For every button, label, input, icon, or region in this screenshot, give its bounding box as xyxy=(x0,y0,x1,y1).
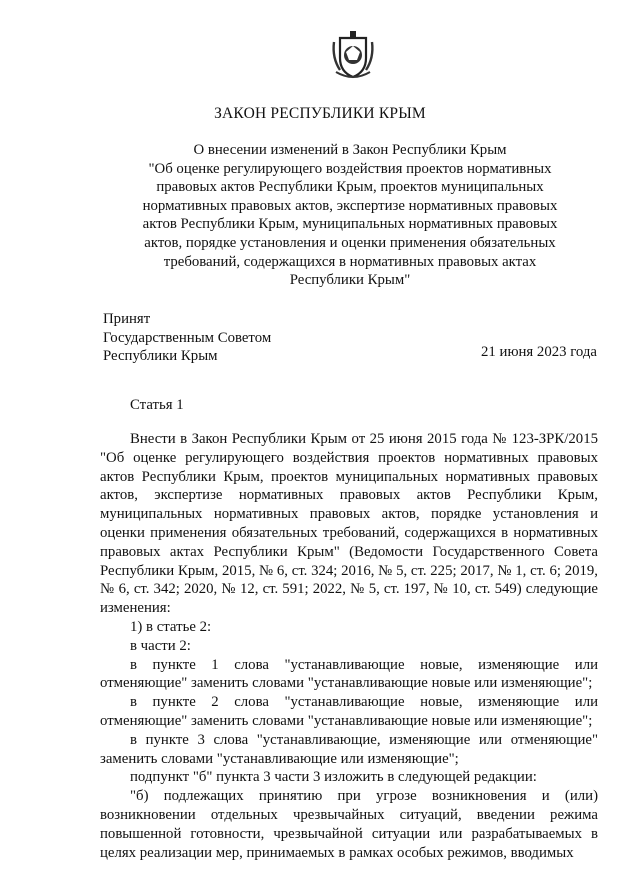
article-heading: Статья 1 xyxy=(130,397,184,413)
article-paragraph: 1) в статье 2: xyxy=(130,618,212,635)
subtitle-line: актов Республики Крым, муниципальных нормативных правовых xyxy=(142,216,558,233)
adopted-by-region: Республики Крым xyxy=(103,348,218,365)
law-subtitle xyxy=(120,141,580,290)
adoption-date: 21 июня 2023 года xyxy=(481,344,597,360)
adopted-by: Государственным Советом xyxy=(103,329,272,346)
adoption-block xyxy=(103,310,271,366)
subtitle-line: нормативных правовых актов, экспертизе нормативных правовых xyxy=(142,197,558,214)
article-paragraph: "б) подлежащих принятию при угрозе возникновения и (или) возникновении отдельных чрезвычайных ситуаций, введении режима повышенной готовности, чрезвычайной ситуации или разрабатываемых в целях реализации мер, принимаемых в рамках особых режимов, вводимых xyxy=(100,788,598,861)
law-title: ЗАКОН РЕСПУБЛИКИ КРЫМ xyxy=(214,105,426,122)
subtitle-line: правовых актов Республики Крым, проектов муниципальных xyxy=(156,179,544,196)
subtitle-line: требований, содержащихся в нормативных правовых актах xyxy=(163,253,537,270)
adopted-label: Принят xyxy=(103,311,151,327)
subtitle-line: О внесении изменений в Закон Республики Крым xyxy=(193,142,507,158)
article-paragraph: в пункте 2 слова "устанавливающие новые, изменяющие или отменяющие" заменить словами "устанавливающие новые или изменяющие"; xyxy=(100,694,598,729)
subtitle-line: актов, порядке установления и оценки применения обязательных xyxy=(144,234,556,251)
article-paragraph: в пункте 3 слова "устанавливающие, изменяющие или отменяющие" заменить словами "устанавливающие или изменяющие"; xyxy=(100,731,598,767)
article-paragraph: подпункт "б" пункта 3 части 3 изложить в следующей редакции: xyxy=(130,769,537,786)
coat-of-arms-icon xyxy=(330,28,376,80)
article-paragraph: Внести в Закон Республики Крым от 25 июня 2015 года № 123-ЗРК/2015 "Об оценке регулирующего воздействия проектов нормативных правовых актов Республики Крым, проектов муниципальных нормативных правовых актов, экспертизе нормативных правовых актов Республики Крым, муниципальных нормативных правовых актов, порядке установления и оценки применения обязательных требований, содержащихся в нормативных правовых актах Республики Крым" (Ведомости Государственного Совета Республики Крым, 2015, № 6, ст. 324; 2016, № 5, ст. 225; 2017, № 1, ст. 6; 2019, № 6, ст. 342; 2020, № 12, ст. 591; 2022, № 5, ст. 197, № 10, ст. 549) следующие изменения: xyxy=(100,431,598,617)
article-paragraph: в пункте 1 слова "устанавливающие новые, изменяющие или отменяющие" заменить словами "устанавливающие новые или изменяющие"; xyxy=(100,656,598,692)
subtitle-line: "Об оценке регулирующего воздействия проектов нормативных xyxy=(148,160,552,177)
article-paragraph: в части 2: xyxy=(130,637,191,654)
article-body xyxy=(100,430,598,862)
subtitle-line: Республики Крым" xyxy=(289,272,411,289)
